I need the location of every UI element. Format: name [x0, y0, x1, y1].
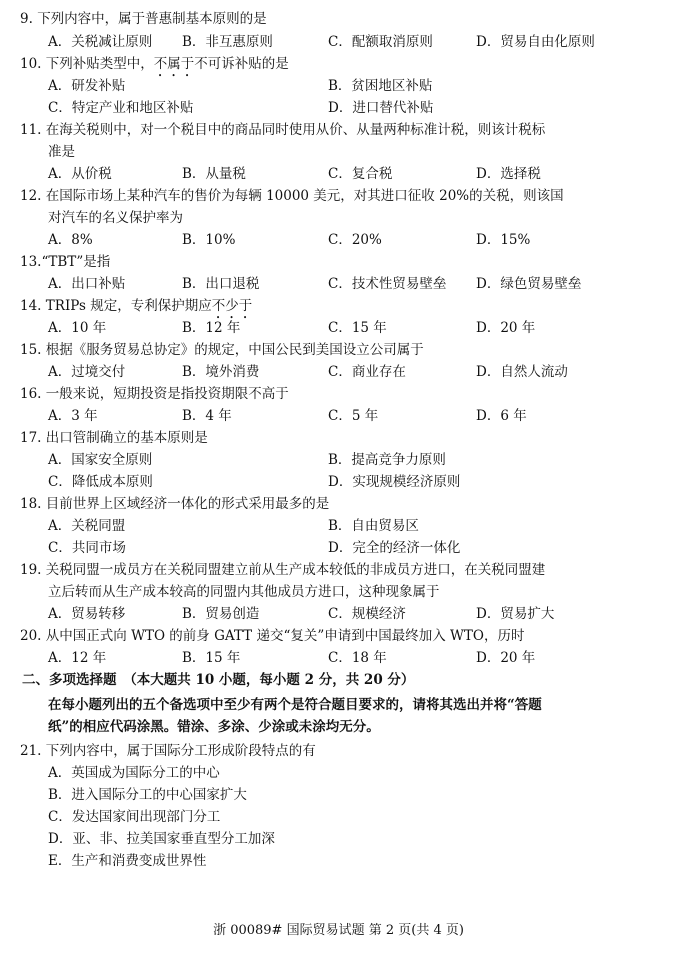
section-2-instruction: 在每小题列出的五个备选项中至少有两个是符合题目要求的，请将其选出并将“答题 [48, 697, 542, 713]
question-17-options-row1 [48, 449, 648, 471]
option-a: A．国家安全原则 [48, 452, 153, 468]
option-b: B．提高竞争力原则 [328, 452, 446, 468]
option-c: C．18 年 [328, 650, 387, 666]
question-21-option-a: A．英国成为国际分工的中心 [48, 765, 220, 781]
question-15-stem: 15. 根据《服务贸易总协定》的规定，中国公民到美国设立公司属于 [20, 342, 424, 358]
option-c: C．技术性贸易壁垒 [328, 276, 447, 292]
option-b: B．15 年 [182, 650, 241, 666]
question-10-options-row2 [48, 97, 648, 119]
option-b: B．出口退税 [182, 276, 260, 292]
option-a: A．研发补贴 [48, 78, 126, 94]
question-10-stem: 10. 下列补贴类型中，不属于不可诉补贴的是 [20, 56, 289, 72]
question-21-option-c: C．发达国家间出现部门分工 [48, 809, 221, 825]
option-c: C．降低成本原则 [48, 474, 153, 490]
question-21-stem: 21. 下列内容中，属于国际分工形成阶段特点的有 [20, 743, 316, 759]
option-d: D．贸易扩大 [476, 606, 555, 622]
question-19-options [48, 603, 648, 625]
option-a: A．3 年 [48, 408, 98, 424]
question-18-stem: 18. 目前世界上区域经济一体化的形式采用最多的是 [20, 496, 330, 512]
question-12-stem: 12. 在国际市场上某种汽车的售价为每辆 10000 美元，对其进口征收 20%的关税，则该国 [20, 188, 564, 204]
option-b: B．自由贸易区 [328, 518, 419, 534]
option-a: A．8% [48, 232, 93, 248]
option-a: A．出口补贴 [48, 276, 126, 292]
option-b: B．境外消费 [182, 364, 260, 380]
question-19-stem: 19. 关税同盟一成员方在关税同盟建立前从生产成本较低的非成员方进口，在关税同盟建 [20, 562, 546, 578]
option-c: C．特定产业和地区补贴 [48, 100, 194, 116]
option-c: C．20% [328, 232, 382, 248]
option-d: D．完全的经济一体化 [328, 540, 461, 556]
option-d: D．自然人流动 [476, 364, 568, 380]
question-21-option-b: B．进入国际分工的中心国家扩大 [48, 787, 247, 803]
option-d: D．20 年 [476, 650, 536, 666]
option-b: B．贫困地区补贴 [328, 78, 433, 94]
question-15-options [48, 361, 648, 383]
option-a: A．从价税 [48, 166, 112, 182]
option-d: D．实现规模经济原则 [328, 474, 461, 490]
question-17-options-row2 [48, 471, 648, 493]
question-16-stem: 16. 一般来说，短期投资是指投资期限不高于 [20, 386, 289, 402]
option-a: A．12 年 [48, 650, 107, 666]
question-21-option-e: E．生产和消费变成世界性 [48, 853, 207, 869]
option-d: D．进口替代补贴 [328, 100, 434, 116]
option-a: A．过境交付 [48, 364, 126, 380]
option-a: A．贸易转移 [48, 606, 126, 622]
option-c: C．配额取消原则 [328, 34, 433, 50]
section-2-instruction-cont: 纸”的相应代码涂黑。错涂、多涂、少涂或未涂均无分。 [48, 719, 380, 735]
option-c: C．商业存在 [328, 364, 406, 380]
question-11-options [48, 163, 648, 185]
question-12-options [48, 229, 648, 251]
emphasis-not-less-than: 不少于 [211, 298, 253, 314]
question-17-stem: 17. 出口管制确立的基本原则是 [20, 430, 208, 446]
option-a: A．关税同盟 [48, 518, 126, 534]
option-b: B．从量税 [182, 166, 246, 182]
section-2-heading: 二、多项选择题 （本大题共 10 小题，每小题 2 分，共 20 分） [22, 672, 415, 688]
question-19-stem-cont: 立后转而从生产成本较高的同盟内其他成员方进口，这种现象属于 [48, 584, 440, 600]
emphasis-not: 不属于 [153, 56, 195, 72]
question-12-stem-cont: 对汽车的名义保护率为 [48, 210, 183, 226]
option-c: C．共同市场 [48, 540, 126, 556]
option-a: A．10 年 [48, 320, 107, 336]
option-d: D．15% [476, 232, 531, 248]
option-b: B．10% [182, 232, 236, 248]
option-d: D．绿色贸易壁垒 [476, 276, 582, 292]
option-d: D．20 年 [476, 320, 536, 336]
question-13-stem: 13.“TBT”是指 [20, 254, 111, 270]
question-9-stem: 9. 下列内容中，属于普惠制基本原则的是 [20, 11, 267, 27]
option-c: C．5 年 [328, 408, 379, 424]
option-c: C．复合税 [328, 166, 393, 182]
option-d: D．贸易自由化原则 [476, 34, 595, 50]
option-b: B．12 年 [182, 320, 241, 336]
option-d: D．6 年 [476, 408, 527, 424]
question-21-option-d: D．亚、非、拉美国家垂直型分工加深 [48, 831, 275, 847]
question-16-options [48, 405, 648, 427]
question-14-stem: 14. TRIPs 规定，专利保护期应不少于 [20, 298, 253, 314]
option-c: C．15 年 [328, 320, 387, 336]
question-14-options [48, 317, 648, 339]
option-b: B．4 年 [182, 408, 232, 424]
question-20-options [48, 647, 648, 669]
question-20-stem: 20. 从中国正式向 WTO 的前身 GATT 递交“复关”申请到中国最终加入 WTO，历时 [20, 628, 525, 644]
option-d: D．选择税 [476, 166, 541, 182]
page-footer: 浙 00089# 国际贸易试题 第 2 页(共 4 页) [213, 923, 464, 938]
option-b: B．贸易创造 [182, 606, 260, 622]
question-11-stem-cont: 准是 [48, 144, 75, 160]
option-c: C．规模经济 [328, 606, 406, 622]
question-10-options-row1 [48, 75, 648, 97]
question-18-options-row2 [48, 537, 648, 559]
question-11-stem: 11. 在海关税则中，对一个税目中的商品同时使用从价、从量两种标准计税，则该计税标 [20, 122, 546, 138]
option-b: B．非互惠原则 [182, 34, 273, 50]
question-13-options [48, 273, 648, 295]
question-18-options-row1 [48, 515, 648, 537]
option-a: A．关税减让原则 [48, 34, 153, 50]
question-9-options [48, 31, 648, 53]
